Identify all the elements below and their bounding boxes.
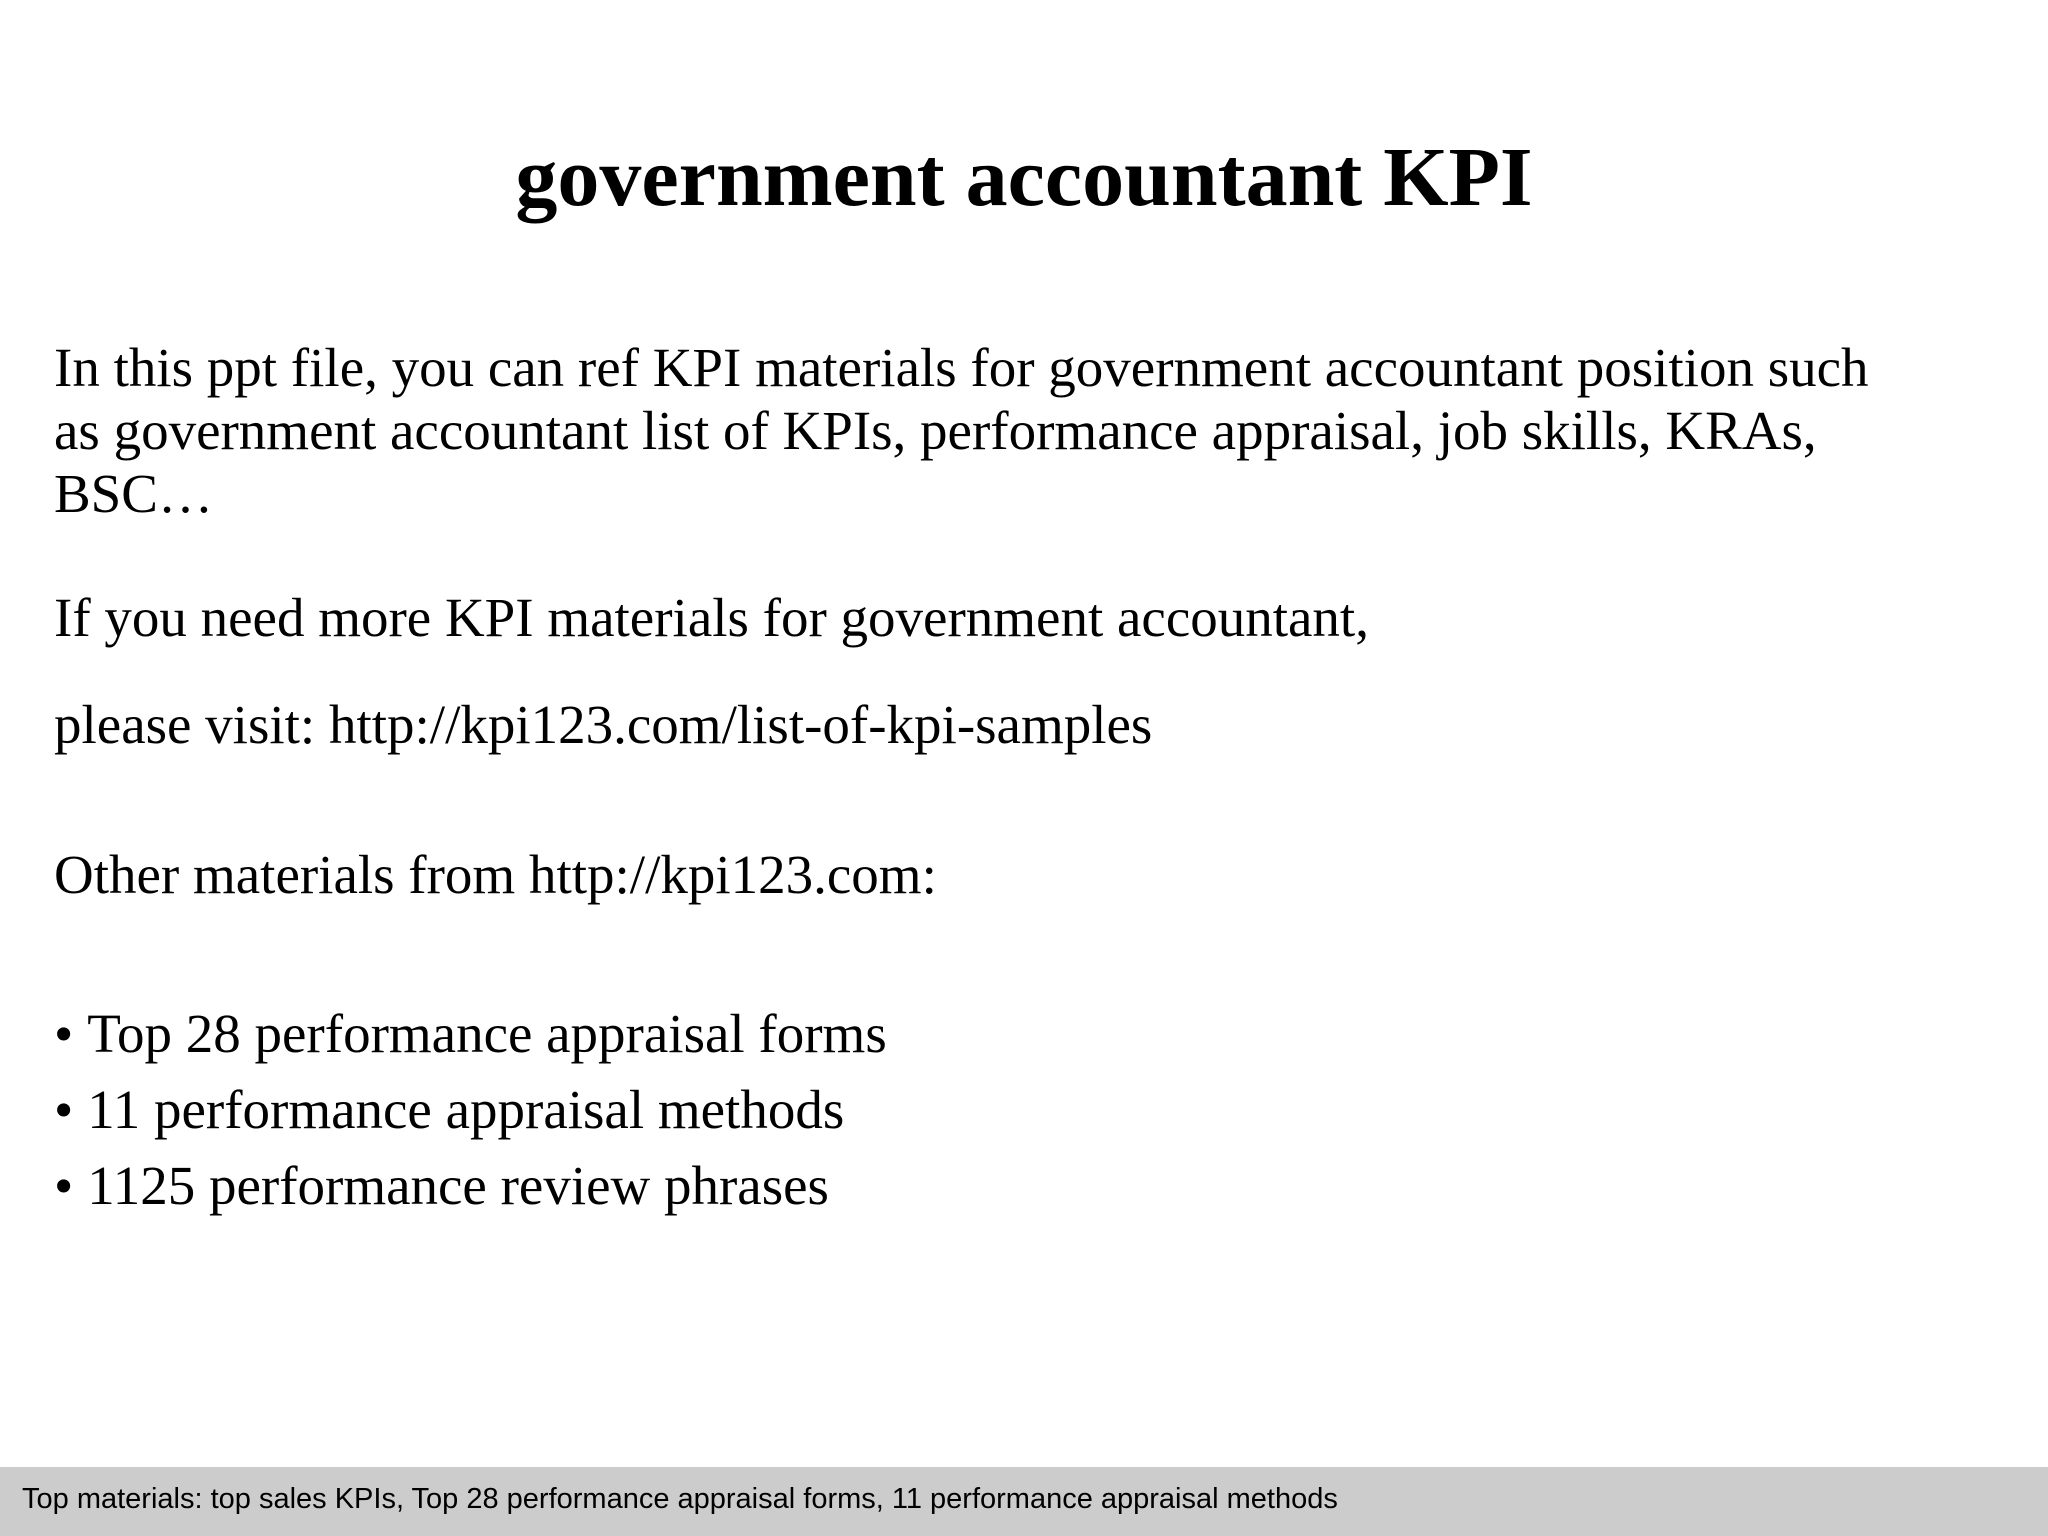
visit-link-text: please visit: http://kpi123.com/list-of-kpi-samples [54,694,1153,755]
bullet-item: • 11 performance appraisal methods [54,1072,887,1148]
intro-line: as government accountant list of KPIs, performance appraisal, job skills, KRAs, [54,400,1817,461]
slide-title: government accountant KPI [515,131,1533,224]
intro-line: In this ppt file, you can ref KPI materials for government accountant position such [54,337,1869,398]
materials-bullet-list [54,996,887,1224]
bullet-item: • 1125 performance review phrases [54,1148,887,1224]
footer-bar: Top materials: top sales KPIs, Top 28 performance appraisal forms, 11 performance appraisal methods [0,1467,2048,1536]
bullet-item: • Top 28 performance appraisal forms [54,996,887,1072]
other-materials-heading: Other materials from http://kpi123.com: [54,844,937,905]
intro-paragraph [54,336,1994,525]
intro-line: BSC… [54,463,213,524]
more-materials-text: If you need more KPI materials for government accountant, [54,587,1369,648]
